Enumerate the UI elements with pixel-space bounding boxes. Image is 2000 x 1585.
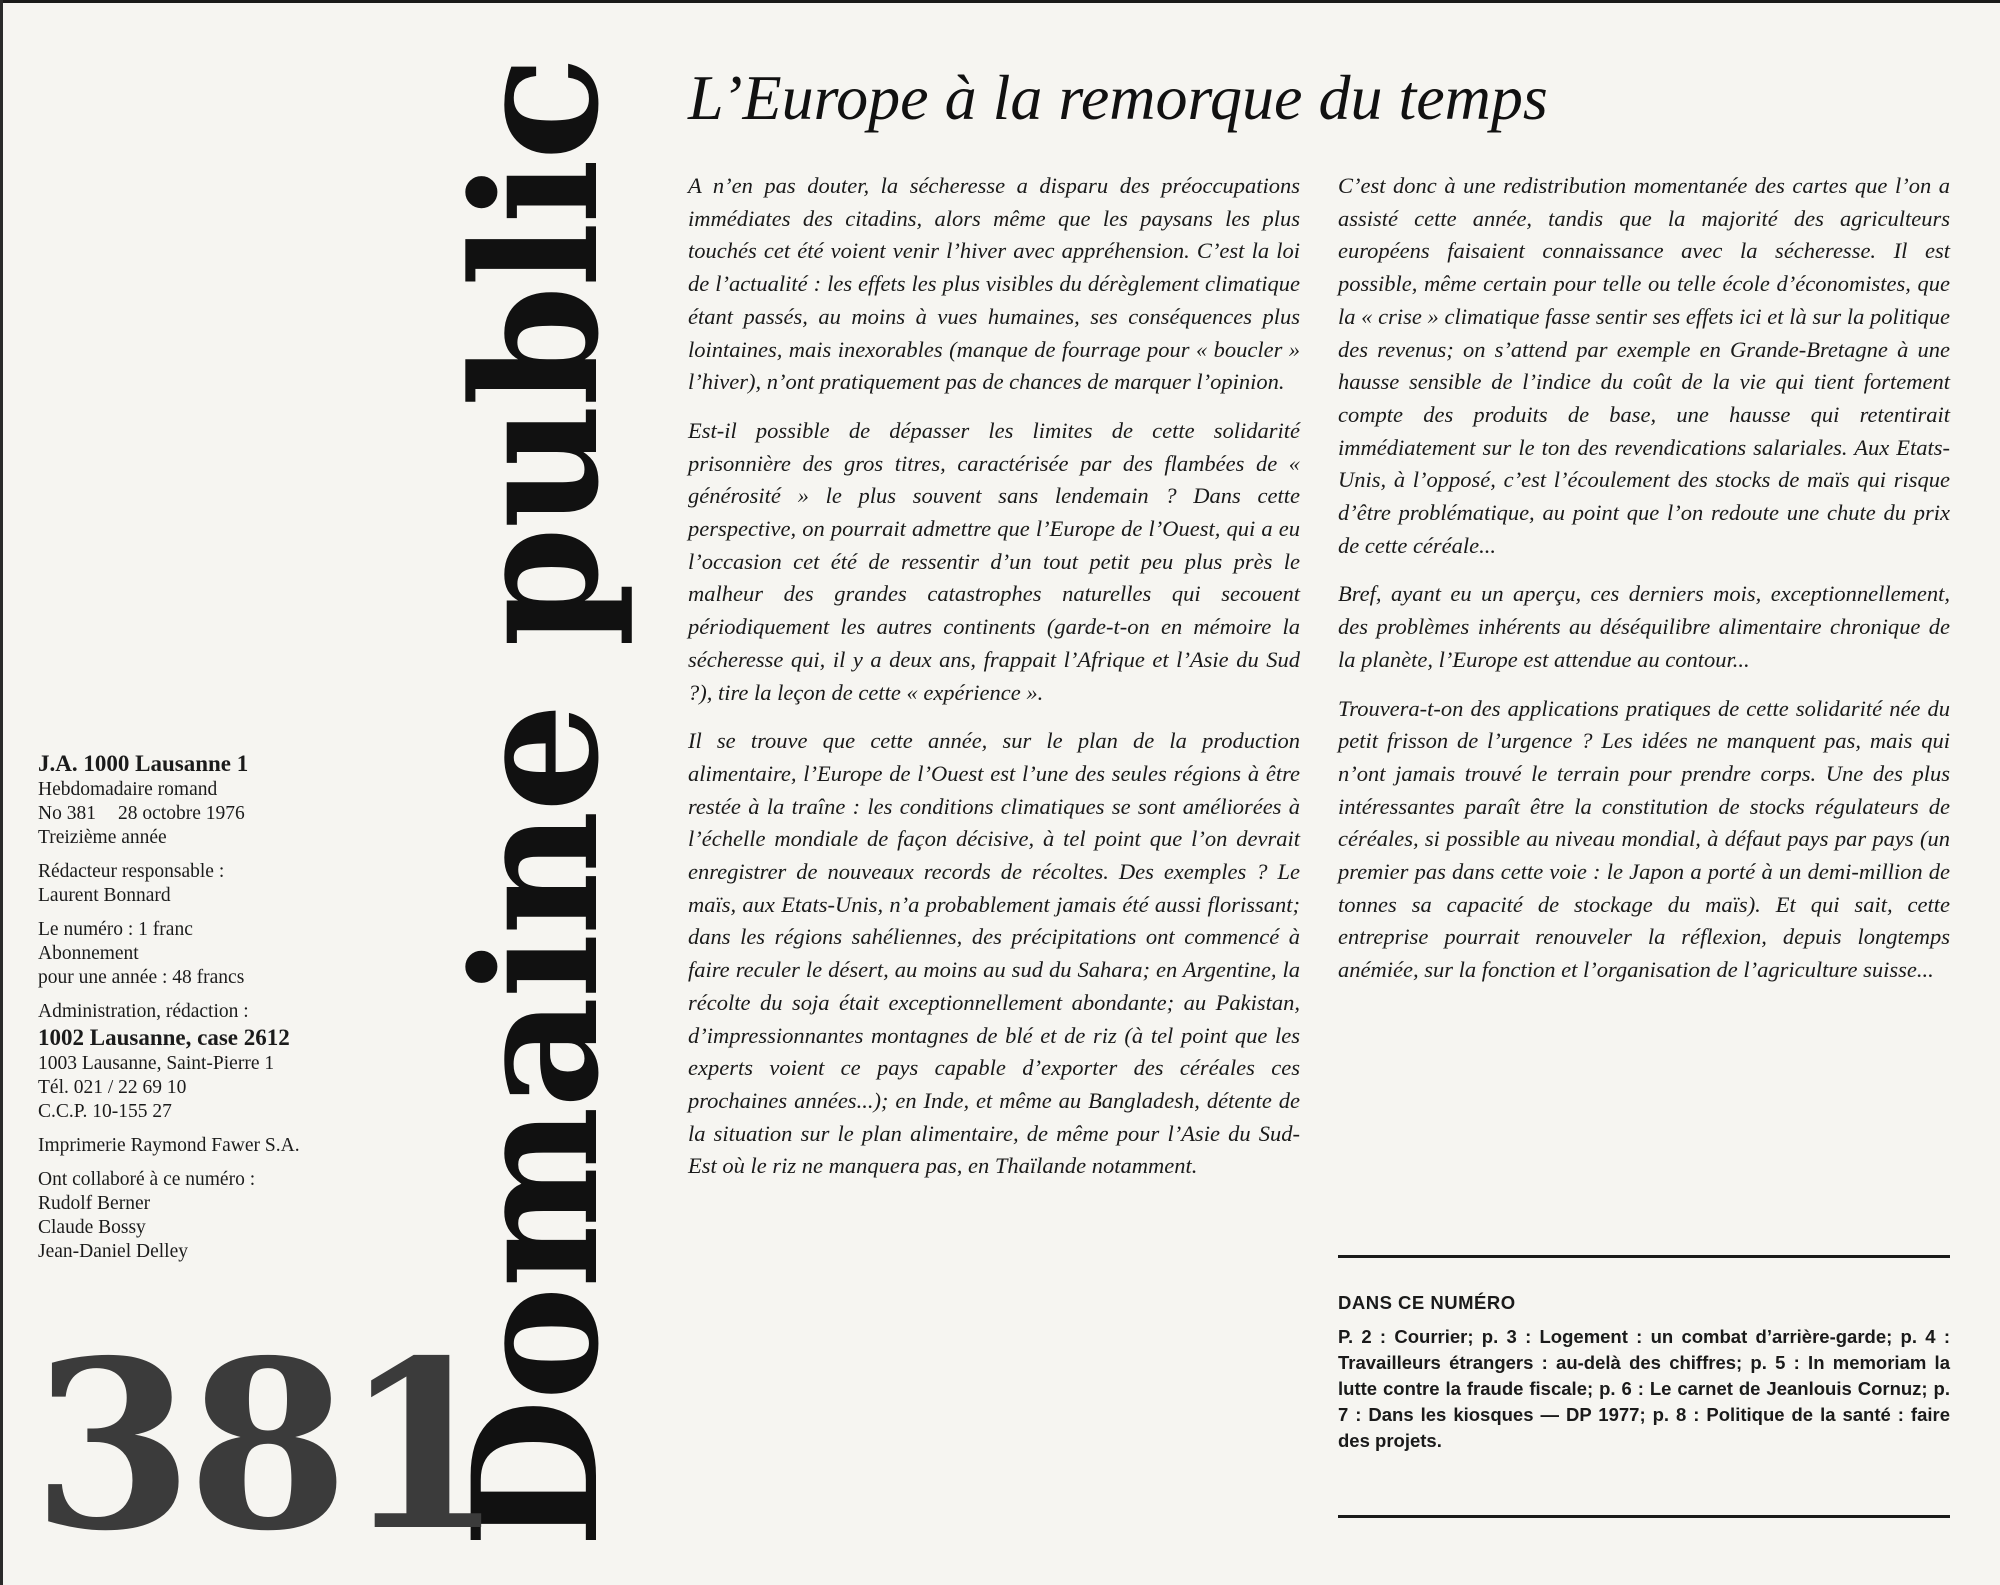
contributor-name: Claude Bossy bbox=[38, 1217, 146, 1238]
article-column-2 bbox=[1338, 170, 1950, 1003]
article-paragraph: Bref, ayant eu un aperçu, ces derniers mois, exceptionnellement, des problèmes inhérents au déséquilibre alimentaire chronique de la planète, l’Europe est attendue au contour... bbox=[1338, 581, 1950, 672]
editor-label: Rédacteur responsable : bbox=[38, 861, 225, 882]
issue-number: No 381 bbox=[38, 803, 96, 824]
phone-number: Tél. 021 / 22 69 10 bbox=[38, 1077, 187, 1098]
subscription-price: pour une année : 48 francs bbox=[38, 967, 245, 988]
contents-top-rule bbox=[1338, 1255, 1950, 1258]
article-column-1 bbox=[688, 170, 1300, 1199]
postal-account: C.C.P. 10-155 27 bbox=[38, 1101, 172, 1122]
contents-title: DANS CE NUMÉRO bbox=[1338, 1292, 1516, 1313]
article-paragraph: A n’en pas douter, la sécheresse a disparu des préoccupations immédiates des citadins, alors même que les paysans les plus touchés cet été voient venir l’hiver avec appréhension. C’est la loi de l’actualité : les effets les plus visibles du dérèglement climatique étant passés, au moins à vues humaines, ses conséquences plus lointaines, mais inexorables (manque de fourrage pour « boucler » l’hiver), n’ont pratiquement pas de chances de marquer l’opinion. bbox=[688, 173, 1300, 395]
contents-bottom-rule bbox=[1338, 1515, 1950, 1518]
postal-code-line: J.A. 1000 Lausanne 1 bbox=[38, 751, 249, 776]
article-paragraph: Trouvera-t-on des applications pratiques de cette solidarité née du petit frisson de l’urgence ? Les idées ne manquent pas, mais qui n’ont jamais trouvé le terrain pour prendre corps. Une des plus intéressantes paraît être la constitution de stocks régulateurs de céréales, si possible au niveau mondial, à défaut pays par pays (un premier pas dans cette voie : le Japon a porté à un demi-million de tonnes sa capacité de stockage du maïs). Et qui sait, cette entreprise pourrait renouveler la réflexion, depuis longtemps anémiée, sur la fonction et l’organisation de l’agriculture suisse... bbox=[1338, 695, 1950, 983]
article-paragraph: Est-il possible de dépasser les limites de cette solidarité prisonnière des gros titres, caractérisée par des flambées de « générosité » le plus souvent sans lendemain ? Dans cette perspective, on pourrait admettre que l’Europe de l’Ouest, qui a eu l’occasion cet été de ressentir d’un tout petit peu plus près le malheur des grandes catastrophes naturelles qui secouent périodiquement les autres continents (garde-t-on en mémoire la sécheresse qui, il y a deux ans, frappait l’Afrique et l’Asie du Sud ?), tire la leçon de cette « expérience ». bbox=[688, 417, 1300, 705]
weekly-label: Hebdomadaire romand bbox=[38, 779, 218, 800]
article-paragraph: Il se trouve que cette année, sur le plan de la production alimentaire, l’Europe de l’Ouest est l’une des seules régions à être restée à la traîne : les conditions climatiques se sont améliorées à l’échelle mondiale de façon décisive, à tel point que l’on devrait enregistrer de nouveaux records de récoltes. Des exemples ? Le maïs, aux Etats-Unis, n’a probablement jamais été aussi florissant; dans les régions sahéliennes, des précipitations ont commencé à faire reculer le désert, au moins au sud du Sahara; en Argentine, la récolte du soja était exceptionnellement abondante; au Pakistan, d’impressionnantes montagnes de blé et de riz (à tel point que les experts voient ce pays capable d’exporter des céréales ces prochaines années...); en Inde, et même au Bangladesh, détente de la situation sur le plan alimentaire, de même pour l’Asie du Sud-Est où le riz ne manquera pas, en Thaïlande notamment. bbox=[688, 728, 1300, 1179]
publication-year: Treizième année bbox=[38, 827, 167, 848]
contributor-name: Jean-Daniel Delley bbox=[38, 1241, 188, 1262]
street-address: 1003 Lausanne, Saint-Pierre 1 bbox=[38, 1053, 275, 1074]
publication-info bbox=[38, 750, 418, 1274]
contributor-name: Rudolf Berner bbox=[38, 1193, 151, 1214]
top-rule bbox=[0, 0, 2000, 3]
table-of-contents bbox=[1338, 1290, 1950, 1454]
masthead-title: Domaine public bbox=[434, 57, 637, 1548]
article-headline: L’Europe à la remorque du temps bbox=[688, 62, 1548, 133]
contents-text: P. 2 : Courrier; p. 3 : Logement : un combat d’arrière-garde; p. 4 : Travailleurs étrangers : au-delà des chiffres; p. 5 : In memoriam la lutte contre la fraude fiscale; p. 6 : Le carnet de Jeanlouis Cornuz; p. 7 : Dans les kiosques — DP 1977; p. 8 : Politique de la santé : faire des projets. bbox=[1338, 1326, 1950, 1451]
left-edge-rule bbox=[0, 0, 3, 1585]
price-line: Le numéro : 1 franc bbox=[38, 919, 193, 940]
article-paragraph: C’est donc à une redistribution momentanée des cartes que l’on a assisté cette année, tandis que la majorité des agriculteurs européens faisaient connaissance avec la sécheresse. Il est possible, même certain pour telle ou telle école d’économistes, que la « crise » climatique fasse sentir ses effets ici et là sur la politique des revenus; on s’attend par exemple en Grande-Bretagne à une hausse sensible de l’indice du coût de la vie qui tient fortement compte des produits de base, une hausse qui retentirait immédiatement sur le ton des revendications salariales. Aux Etats-Unis, à l’opposé, c’est l’écoulement des stocks de maïs qui risque d’être problématique, au point que l’on redoute une chute du prix de cette céréale... bbox=[1338, 173, 1950, 558]
admin-address: 1002 Lausanne, case 2612 bbox=[38, 1025, 290, 1050]
subscription-label: Abonnement bbox=[38, 943, 139, 964]
printer-name: Imprimerie Raymond Fawer S.A. bbox=[38, 1135, 300, 1156]
issue-date: 28 octobre 1976 bbox=[118, 803, 245, 824]
contributors-label: Ont collaboré à ce numéro : bbox=[38, 1169, 256, 1190]
editor-name: Laurent Bonnard bbox=[38, 885, 171, 906]
issue-big-number: 381 bbox=[32, 1309, 499, 1582]
admin-label: Administration, rédaction : bbox=[38, 1001, 249, 1022]
